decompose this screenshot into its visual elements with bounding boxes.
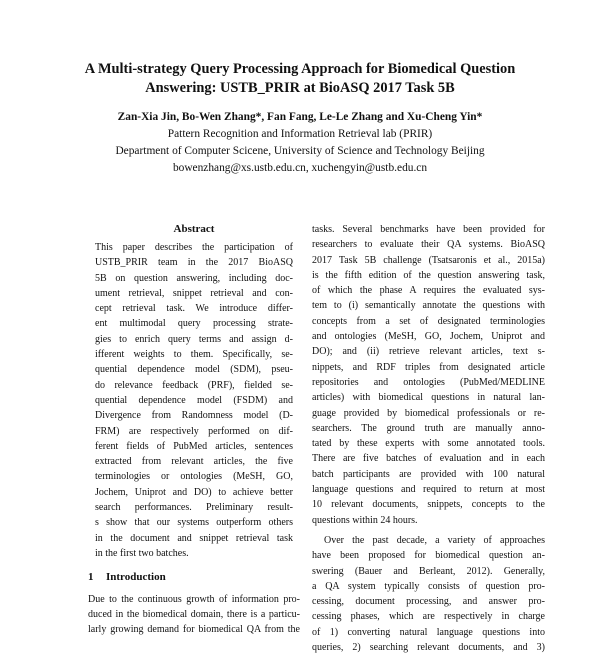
abstract-line: in the first two batches. [95,547,189,559]
body-line: queries, 2) searching relevant documents, and 3) [312,642,545,654]
abstract-line: quential dependence model (FSDM) and [95,394,293,406]
abstract-line: ferent fields of PubMed articles, sentences [95,440,293,452]
author-block [60,109,540,177]
body-line: guage provided by biomedical professionals or re- [312,407,545,419]
abstract-line: search performances. Preliminary result- [95,502,293,514]
introduction-body [88,592,300,638]
body-line: There are five batches of evaluation and in each [312,453,545,465]
section-title: Introduction [106,571,166,584]
body-line: is the fifth edition of the question answering task, [312,269,545,281]
right-column [312,222,545,655]
abstract-line: ent multimodal query processing strate- [95,318,293,330]
left-column [88,222,300,637]
body-line: cessing phases, which are respectively in charge [312,611,545,623]
body-line: nippets, and RDF triples from designated article [312,361,545,373]
body-line: concepts from a set of designated terminologies [312,315,545,327]
body-line: 10 relevant documents, snippets, concepts to the [312,499,545,511]
author-names: Zan-Xia Jin, Bo-Wen Zhang*, Fan Fang, Le-Le Zhang and Xu-Cheng Yin* [117,111,483,123]
intro-line: larly growing demand for biomedical QA from the [88,624,300,636]
section-number: 1 [88,571,94,584]
abstract-line: terminologies or ontologies (MeSH, GO, [95,471,293,483]
abstract-body [88,240,300,561]
body-line: batch participants are provided with 100 natural [312,468,545,480]
body-line: swering (Bauer and Berleant, 2012). Generally, [312,565,545,577]
abstract-line: s show that our systems outperform others [95,517,293,529]
abstract-line: 5B on question answering, including doc- [95,272,293,284]
abstract-line: ifferent weights to them. Specifically, se- [95,349,293,361]
body-line: Over the past decade, a variety of approaches [324,534,545,546]
body-line: questions within 24 hours. [312,514,418,526]
abstract-line: USTB_PRIR team in the 2017 BioASQ [95,257,293,269]
abstract-line: do relevance feedback (PRF), fielded se- [95,379,293,391]
body-line: tasks. Several benchmarks have been provided for [312,224,545,235]
body-line: have been proposed for biomedical question an- [312,550,545,562]
body-line: researchers to evaluate their QA systems. BioASQ [312,239,545,251]
abstract-line: ument retrieval, snippet retrieval and con- [95,287,293,299]
body-line: 2017 Task 5B challenge (Tsatsaronis et al., 2015a) [312,254,545,266]
abstract-line: gies to enrich query terms and assign d- [95,333,293,345]
abstract-line: quential dependence model (SDM), pseu- [95,364,293,376]
abstract-heading: Abstract [173,223,215,235]
author-emails: bowenzhang@xs.ustb.edu.cn, xuchengyin@ustb.edu.cn [172,162,428,174]
abstract-line: in the document and snippet retrieval task [95,532,293,544]
abstract-line: extracted from relevant articles, the five [95,456,293,468]
body-line: of 1) converting natural language questions into [312,626,545,638]
intro-line: duced in the biomedical domain, there is a particu- [88,608,300,620]
body-line: language questions and required to return at most [312,484,545,496]
body-line: DO); and (ii) retrieve relevant articles, text s- [312,346,545,358]
body-line: tem to (i) semantically annotate the questions with [312,300,545,312]
body-line: cessing, document processing, and answer pro- [312,596,545,608]
title-line-1: A Multi-strategy Query Processing Approach for Biomedical Question [84,61,516,77]
body-line: of which the phase A requires the evaluated sys- [312,285,545,297]
paragraph-2 [312,533,545,655]
body-line: repositories and ontologies (PubMed/MEDLINE [312,376,545,388]
author-department: Department of Computer Scicene, University of Science and Technology Beijing [115,145,485,157]
title-line-2: Answering: USTB_PRIR at BioASQ 2017 Task 5B [145,80,455,96]
author-lab: Pattern Recognition and Information Retrieval lab (PRIR) [167,128,433,140]
abstract-line: cept retrieval task. We introduce differ- [95,303,293,315]
body-line: searchers. The ground truth are manually anno- [312,422,545,434]
body-line: tated by these experts with some annotated tools. [312,438,545,450]
body-line: a QA system typically consists of question pro- [312,580,545,592]
body-line: articles) with biomedical questions in natural lan- [312,392,545,404]
body-line: and ontologies (MeSH, GO, Jochem, Uniprot and [312,331,545,343]
abstract-line: This paper describes the participation of [95,242,293,253]
introduction-heading [88,570,300,585]
paper-title [60,60,540,98]
intro-line: Due to the continuous growth of information pro- [88,593,300,605]
abstract-line: Jochem, Uniprot and DO) to achieve better [95,486,293,498]
abstract-line: Divergence from Randomness model (D- [95,410,293,422]
paragraph-1 [312,222,545,528]
abstract-line: FRM) are respectively performed on dif- [95,425,293,437]
